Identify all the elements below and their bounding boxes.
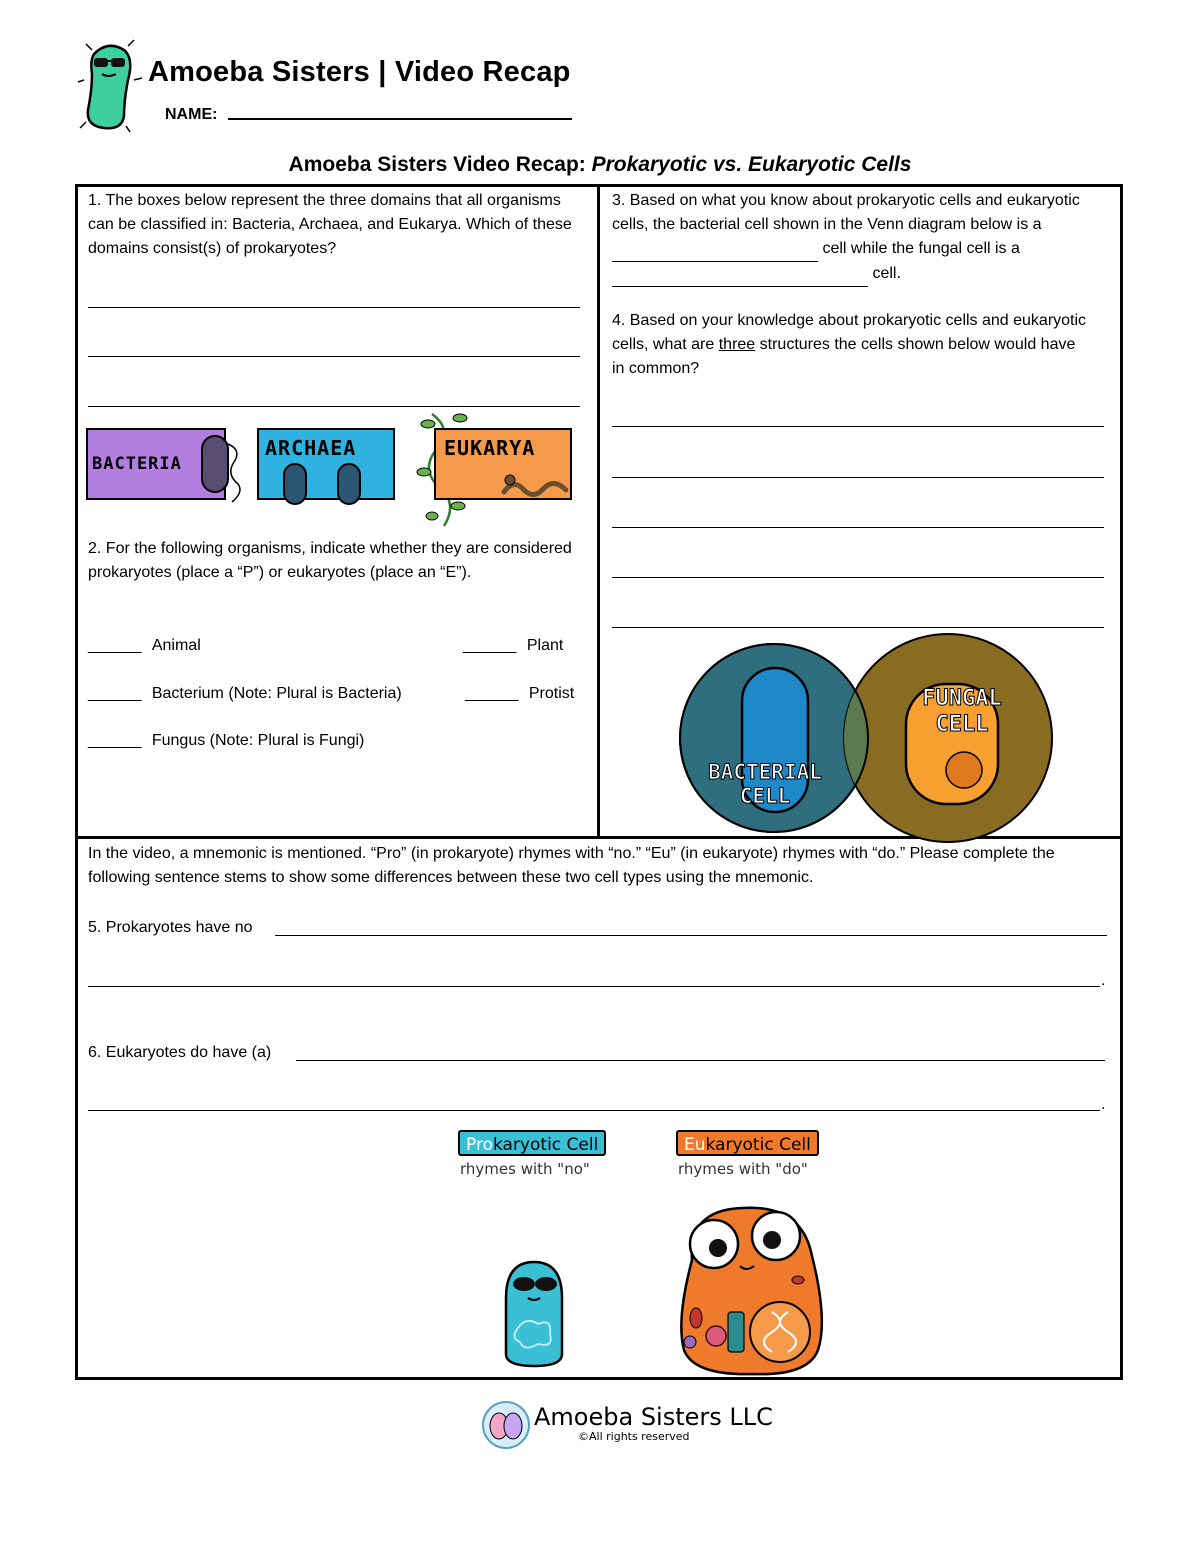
q4-text-1: 4. Based on your knowledge about prokaryotic cells and eukaryotic cells, what are	[612, 312, 1087, 353]
pro-highlight: Pro	[466, 1135, 493, 1155]
question-4-text	[612, 309, 1092, 381]
title-prefix: Amoeba Sisters Video Recap:	[288, 153, 592, 176]
archaea-icon	[282, 462, 372, 506]
q1-answer-line-1[interactable]	[88, 307, 580, 308]
q6-period: .	[1101, 1096, 1106, 1113]
pro-rest: karyotic Cell	[492, 1135, 599, 1155]
venn-left-label-1: BACTERIAL	[708, 760, 822, 784]
document-title	[0, 153, 1200, 177]
q4-answer-line-3[interactable]	[612, 527, 1104, 528]
prokaryotic-cell-pill	[458, 1130, 606, 1156]
q2-blank-bacterium[interactable]: ______	[88, 685, 142, 702]
footer-company: Amoeba Sisters LLC	[534, 1403, 773, 1431]
pro-rhyme-text: rhymes with "no"	[460, 1160, 590, 1178]
q2-label-fungus: Fungus (Note: Plural is Fungi)	[151, 732, 365, 749]
q4-answer-line-5[interactable]	[612, 627, 1104, 628]
bacterium-icon	[198, 432, 246, 506]
prokaryote-character-icon	[498, 1258, 570, 1370]
q2-item-bacterium	[88, 682, 402, 706]
q2-item-animal	[88, 634, 201, 658]
footer-logo-icon	[481, 1400, 531, 1450]
venn-left-label-2: CELL	[739, 784, 791, 808]
q5-answer-line-1[interactable]	[275, 935, 1107, 936]
q2-item-fungus	[88, 729, 364, 753]
q2-label-animal: Animal	[151, 637, 201, 654]
venn-left-label	[680, 760, 850, 808]
q1-answer-line-3[interactable]	[88, 406, 580, 407]
venn-right-label	[892, 686, 1032, 738]
mnemonic-intro: In the video, a mnemonic is mentioned. “Pro” (in prokaryote) rhymes with “no.” “Eu” (in eukaryote) rhymes with “do.” Please complete the following sentence stems to show some differences between these two cell types using the mnemonic.	[88, 845, 1055, 886]
name-label: NAME:	[165, 106, 218, 123]
q3-blank-bacterial[interactable]	[612, 237, 818, 262]
q2-label-protist: Protist	[528, 685, 575, 702]
q5-stem: 5. Prokaryotes have no	[88, 919, 253, 936]
q2-blank-animal[interactable]: ______	[88, 637, 142, 654]
domain-label-archaea: ARCHAEA	[265, 436, 357, 460]
q2-label-bacterium: Bacterium (Note: Plural is Bacteria)	[151, 685, 402, 702]
q2-blank-fungus[interactable]: ______	[88, 732, 142, 749]
eu-rhyme-text: rhymes with "do"	[678, 1160, 808, 1178]
q2-blank-plant[interactable]: ______	[463, 637, 517, 654]
question-1-text: 1. The boxes below represent the three domains that all organisms can be classified in: Bacteria, Archaea, and Eukarya. Which of these domains consist(s) of prokaryotes?	[88, 192, 572, 257]
name-input-line[interactable]	[228, 118, 572, 120]
amoeba-mascot-logo	[78, 40, 148, 132]
eu-highlight: Eu	[684, 1135, 706, 1155]
q4-answer-line-4[interactable]	[612, 577, 1104, 578]
venn-right-label-1: FUNGAL	[922, 686, 1002, 711]
column-divider	[597, 186, 600, 838]
eukaryote-character-icon	[672, 1200, 832, 1380]
q6-stem: 6. Eukaryotes do have (a)	[88, 1044, 272, 1061]
q3-text-1: 3. Based on what you know about prokaryotic cells and eukaryotic cells, the bacterial cell shown in the Venn diagram below is a	[612, 192, 1080, 233]
q3-text-3: cell.	[872, 265, 901, 282]
q4-text-2: structures the cells shown below would have in common?	[612, 336, 1076, 377]
q4-emphasis: three	[718, 336, 756, 353]
q2-blank-protist[interactable]: ______	[465, 685, 519, 702]
domain-label-bacteria: BACTERIA	[92, 454, 182, 474]
domain-label-eukarya: EUKARYA	[444, 436, 536, 460]
footer-rights: ©All rights reserved	[578, 1430, 690, 1443]
q5-answer-line-2[interactable]	[88, 986, 1100, 987]
brand-title: Amoeba Sisters | Video Recap	[148, 56, 571, 88]
snake-icon	[500, 470, 570, 498]
question-3-text	[612, 189, 1112, 287]
fungal-nucleus	[946, 752, 982, 788]
q1-answer-line-2[interactable]	[88, 356, 580, 357]
q6-answer-line-1[interactable]	[296, 1060, 1105, 1061]
q4-answer-line-1[interactable]	[612, 426, 1104, 427]
eu-rest: karyotic Cell	[705, 1135, 811, 1155]
q2-label-plant: Plant	[526, 637, 564, 654]
eukaryotic-cell-pill	[676, 1130, 819, 1156]
q4-answer-line-2[interactable]	[612, 477, 1104, 478]
q2-item-plant	[463, 634, 563, 658]
title-topic: Prokaryotic vs. Eukaryotic Cells	[591, 153, 912, 176]
q3-text-2: cell while the fungal cell is a	[822, 240, 1020, 257]
venn-right-label-2: CELL	[935, 712, 989, 737]
question-2-text: 2. For the following organisms, indicate whether they are considered prokaryotes (place a “P”) or eukaryotes (place an “E”).	[88, 540, 572, 581]
q3-blank-fungal[interactable]	[612, 262, 868, 287]
q5-period: .	[1101, 972, 1106, 989]
q2-item-protist	[465, 682, 574, 706]
q6-answer-line-2[interactable]	[88, 1110, 1100, 1111]
